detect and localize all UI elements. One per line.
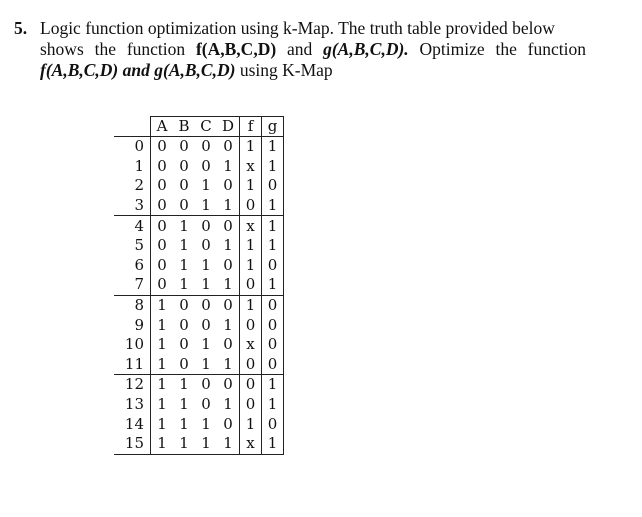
word: the — [495, 39, 517, 59]
cell-B: 1 — [179, 255, 189, 274]
cell-g: 0 — [262, 256, 284, 276]
truth-table-row — [114, 434, 284, 454]
question-line-1 — [14, 18, 586, 39]
truth-table-header-row — [114, 117, 284, 137]
row-index: 6 — [114, 256, 151, 276]
row-index: 5 — [114, 236, 151, 256]
cell-f: x — [240, 216, 262, 236]
cell-f: x — [240, 157, 262, 177]
cell-A: 0 — [151, 275, 174, 295]
cell-f: 1 — [240, 414, 262, 434]
question-text-line-1: Logic function optimization using k-Map. The truth table provided below — [40, 18, 555, 38]
cell-D: 1 — [217, 355, 240, 375]
cell-f: 1 — [240, 176, 262, 196]
cell-C: 0 — [201, 395, 211, 414]
cell-B: 1 — [179, 236, 189, 255]
cell-g: 1 — [262, 216, 284, 236]
truth-table-row — [114, 157, 284, 177]
truth-table-row — [114, 395, 284, 415]
cell-A: 1 — [151, 414, 174, 434]
cell-B: 1 — [173, 434, 195, 454]
cell-D: 0 — [217, 176, 240, 196]
row-index: 8 — [114, 295, 151, 315]
cell-A: 1 — [151, 395, 174, 415]
cell-g: 1 — [262, 434, 284, 454]
cell-f: x — [240, 434, 262, 454]
cell-D: 1 — [217, 315, 240, 335]
truth-table-row — [114, 137, 284, 157]
cell-A: 0 — [151, 256, 174, 276]
cell-B: 0 — [179, 315, 189, 334]
truth-table-row — [114, 414, 284, 434]
cell-B: 0 — [179, 156, 189, 175]
cell-f: 1 — [240, 295, 262, 315]
cell-g: 0 — [262, 335, 284, 355]
row-index: 14 — [114, 414, 151, 434]
cell-D: 0 — [217, 137, 240, 157]
truth-table-row — [114, 176, 284, 196]
cell-D: 0 — [217, 295, 240, 315]
cell-D: 0 — [217, 375, 240, 395]
cell-A: 0 — [151, 236, 174, 256]
word: the — [94, 39, 116, 59]
row-index: 11 — [114, 355, 151, 375]
cell-g: 1 — [262, 236, 284, 256]
cell-C: 1 — [195, 196, 217, 216]
row-index: 1 — [114, 157, 151, 177]
cell-C: 0 — [201, 296, 211, 315]
cell-g: 0 — [262, 355, 284, 375]
header-g: g — [262, 117, 284, 137]
truth-table-row — [114, 216, 284, 236]
cell-B: 0 — [173, 196, 195, 216]
header-C: C — [195, 117, 217, 137]
truth-table-row — [114, 196, 284, 216]
truth-table-row — [114, 335, 284, 355]
cell-D: 0 — [217, 335, 240, 355]
header-index — [114, 117, 151, 137]
truth-table-row — [114, 355, 284, 375]
cell-C: 1 — [201, 414, 211, 433]
truth-table-row — [114, 295, 284, 315]
question-line-3 — [14, 60, 586, 81]
row-index: 0 — [114, 137, 151, 157]
cell-f: 0 — [240, 355, 262, 375]
cell-A: 0 — [151, 176, 174, 196]
cell-C: 0 — [201, 315, 211, 334]
cell-D: 1 — [217, 434, 240, 454]
cell-f: 0 — [240, 275, 262, 295]
row-index: 13 — [114, 395, 151, 415]
header-A: A — [151, 117, 174, 137]
cell-C: 0 — [201, 137, 211, 156]
row-index: 3 — [114, 196, 151, 216]
cell-C: 0 — [201, 236, 211, 255]
cell-A: 0 — [151, 216, 174, 236]
cell-A: 0 — [151, 157, 174, 177]
question-line-2-words — [40, 39, 586, 60]
cell-B: 1 — [179, 395, 189, 414]
truth-table-row — [114, 236, 284, 256]
cell-A: 1 — [151, 375, 174, 395]
cell-C: 1 — [195, 434, 217, 454]
word: and — [287, 39, 313, 59]
row-index: 7 — [114, 275, 151, 295]
cell-C: 1 — [201, 335, 211, 354]
question-line-2 — [14, 39, 586, 60]
cell-A: 1 — [151, 434, 174, 454]
cell-C: 0 — [201, 375, 211, 394]
cell-D: 1 — [217, 196, 240, 216]
word: function — [527, 39, 586, 59]
row-index: 15 — [114, 434, 151, 454]
truth-table — [114, 116, 284, 455]
truth-table-row — [114, 275, 284, 295]
function-f-target: f(A,B,C,D) — [40, 60, 119, 80]
cell-g: 1 — [262, 375, 284, 395]
cell-A: 0 — [151, 137, 174, 157]
cell-g: 0 — [262, 315, 284, 335]
cell-g: 0 — [262, 295, 284, 315]
cell-B: 1 — [173, 275, 195, 295]
cell-B: 0 — [173, 355, 195, 375]
cell-f: x — [240, 335, 262, 355]
cell-f: 0 — [240, 315, 262, 335]
function-f-ref: f(A,B,C,D) — [195, 39, 277, 59]
truth-table-row — [114, 256, 284, 276]
question-tail: using K-Map — [235, 60, 333, 80]
question-block — [14, 18, 586, 81]
row-index: 12 — [114, 375, 151, 395]
truth-table-row — [114, 315, 284, 335]
cell-g: 0 — [262, 176, 284, 196]
cell-A: 1 — [151, 295, 174, 315]
header-f: f — [240, 117, 262, 137]
cell-D: 0 — [217, 216, 240, 236]
word: function — [126, 39, 186, 59]
cell-f: 1 — [240, 137, 262, 157]
cell-D: 0 — [217, 414, 240, 434]
cell-C: 0 — [201, 216, 211, 235]
cell-B: 0 — [179, 296, 189, 315]
row-index: 10 — [114, 335, 151, 355]
cell-A: 1 — [151, 355, 174, 375]
header-B: B — [173, 117, 195, 137]
cell-f: 0 — [240, 395, 262, 415]
cell-C: 1 — [195, 355, 217, 375]
cell-B: 1 — [179, 414, 189, 433]
cell-A: 0 — [151, 196, 174, 216]
cell-D: 1 — [217, 275, 240, 295]
cell-f: 0 — [240, 196, 262, 216]
cell-B: 0 — [179, 137, 189, 156]
cell-g: 1 — [262, 137, 284, 157]
row-index: 4 — [114, 216, 151, 236]
function-g-ref: g(A,B,C,D). — [323, 39, 409, 59]
cell-D: 1 — [217, 157, 240, 177]
word: shows — [40, 39, 84, 59]
cell-B: 1 — [179, 375, 189, 394]
cell-g: 0 — [262, 414, 284, 434]
cell-g: 1 — [262, 157, 284, 177]
cell-A: 1 — [151, 335, 174, 355]
cell-D: 1 — [217, 236, 240, 256]
cell-g: 1 — [262, 196, 284, 216]
cell-g: 1 — [262, 275, 284, 295]
cell-B: 0 — [179, 176, 189, 195]
truth-table-container — [114, 116, 284, 455]
cell-D: 1 — [217, 395, 240, 415]
cell-f: 1 — [240, 256, 262, 276]
cell-D: 0 — [217, 256, 240, 276]
row-index: 9 — [114, 315, 151, 335]
cell-C: 1 — [201, 176, 211, 195]
function-g-target: g(A,B,C,D) — [154, 60, 236, 80]
cell-g: 1 — [262, 395, 284, 415]
cell-C: 1 — [201, 255, 211, 274]
cell-C: 1 — [195, 275, 217, 295]
row-index: 2 — [114, 176, 151, 196]
cell-f: 1 — [240, 236, 262, 256]
header-D: D — [217, 117, 240, 137]
truth-table-row — [114, 375, 284, 395]
cell-C: 0 — [201, 156, 211, 175]
cell-B: 1 — [179, 216, 189, 235]
cell-f: 0 — [240, 375, 262, 395]
conjunction: and — [118, 60, 155, 80]
question-number: 5. — [14, 18, 28, 38]
cell-A: 1 — [151, 315, 174, 335]
word: Optimize — [419, 39, 485, 59]
cell-B: 0 — [179, 335, 189, 354]
